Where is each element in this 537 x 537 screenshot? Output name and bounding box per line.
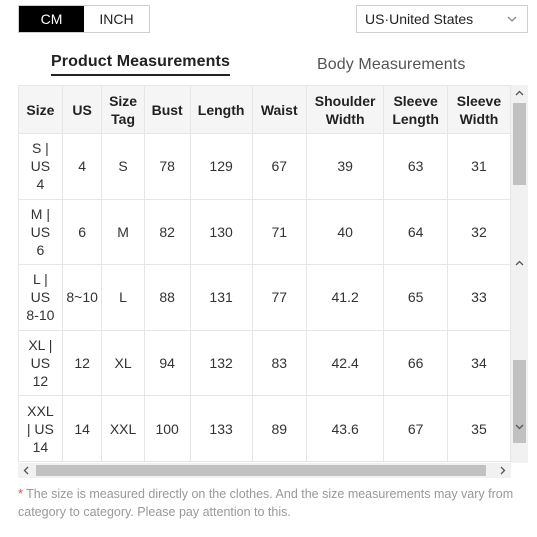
column-header-shoulder-width [306,86,384,134]
cell-text-line: 8-10 [26,307,55,324]
cell-text-line: 6 [36,241,45,258]
cell-text-line: Waist [260,101,298,118]
required-star: * [18,487,23,501]
table-cell-length: 130 [190,199,252,265]
size-disclaimer [18,485,528,521]
table-cell-bust: 78 [144,134,190,200]
column-header-waist [252,86,306,134]
tab-product-measurements[interactable]: Product Measurements [51,53,230,76]
size-disclaimer-text: The size is measured directly on the clothes. And the size measurements may vary from category to category. Please pay attention to this. [18,487,514,519]
table-cell-sleeve-width: 34 [447,330,510,396]
table-cell-bust: 94 [144,330,190,396]
size-table-viewport [18,85,511,463]
table-cell-sleeve-length: 67 [384,396,448,462]
table-cell-sleeve-width: 35 [447,396,510,462]
cell-text-line: US [30,355,51,372]
table-header-row [19,86,511,134]
cell-text-line: Size [26,101,55,118]
region-select-value: US·United States [365,11,474,27]
cell-text-line: XXL [27,402,54,419]
cell-text-line: | US [26,420,54,437]
column-header-length [190,86,252,134]
table-cell-bust: 88 [144,265,190,331]
table-cell-length: 129 [190,134,252,200]
table-cell-sleeve-width: 31 [447,134,510,200]
horizontal-scroll-thumb[interactable] [36,465,486,476]
cell-text-line: Width [459,110,499,127]
vertical-scroll-thumb[interactable] [513,103,526,185]
horizontal-scrollbar[interactable] [18,463,511,478]
column-header-bust [144,86,190,134]
table-cell-waist: 77 [252,265,306,331]
table-cell-us: 12 [62,330,102,396]
cell-text-line: US [72,101,92,118]
table-cell-shoulder-width: 39 [306,134,384,200]
table-cell-size-tag: XXL [102,396,144,462]
table-cell-shoulder-width: 42.4 [306,330,384,396]
size-table [18,85,511,462]
region-select[interactable] [356,5,528,33]
column-header-size-tag [102,86,144,134]
table-cell-shoulder-width: 41.2 [306,265,384,331]
column-header-sleeve-width [447,86,510,134]
cell-text-line: L | [32,271,48,288]
table-cell-size-tag: S [102,134,144,200]
table-cell-size-tag: XL [102,330,144,396]
table-cell-waist: 89 [252,396,306,462]
table-cell-size [19,134,63,200]
scroll-left-icon[interactable] [21,465,32,476]
table-cell-length: 132 [190,330,252,396]
table-row [19,330,511,396]
table-cell-size [19,396,63,462]
table-cell-us: 4 [62,134,102,200]
table-row [19,396,511,462]
chevron-down-icon [507,14,517,24]
cell-text-line: S | [31,140,49,157]
table-cell-sleeve-length: 64 [384,199,448,265]
cell-text-line: 4 [36,176,45,193]
scroll-up-icon[interactable] [514,88,525,99]
table-cell-sleeve-length: 66 [384,330,448,396]
cell-text-line: Size [109,92,138,109]
cell-text-line: M | [30,205,50,222]
cell-text-line: 14 [32,438,49,455]
column-header-size [19,86,63,134]
table-cell-size-tag: L [102,265,144,331]
cell-text-line: Tag [111,110,135,127]
cell-text-line: US [30,158,51,175]
table-cell-length: 131 [190,265,252,331]
cell-text-line: Sleeve [456,92,502,109]
cell-text-line: US [30,223,51,240]
column-header-sleeve-length [384,86,448,134]
scroll-right-icon[interactable] [497,465,508,476]
column-header-us [62,86,102,134]
unit-toggle [18,5,150,33]
cell-text-line: Bust [151,101,183,118]
table-cell-waist: 71 [252,199,306,265]
cell-text-line: Sleeve [393,92,438,109]
table-row [19,134,511,200]
table-cell-bust: 100 [144,396,190,462]
table-cell-sleeve-length: 65 [384,265,448,331]
table-cell-sleeve-length: 63 [384,134,448,200]
table-cell-shoulder-width: 40 [306,199,384,265]
table-cell-waist: 83 [252,330,306,396]
table-row [19,265,511,331]
table-cell-us: 14 [62,396,102,462]
table-cell-size-tag: M [102,199,144,265]
table-row [19,199,511,265]
table-cell-bust: 82 [144,199,190,265]
inch-button[interactable]: INCH [84,6,149,32]
table-cell-size [19,199,63,265]
vertical-scrollbar[interactable] [511,85,528,463]
cell-text-line: Width [325,110,365,127]
scroll-up-icon[interactable] [514,258,525,269]
cell-text-line: XL | [28,337,53,354]
table-cell-shoulder-width: 43.6 [306,396,384,462]
tab-body-measurements[interactable]: Body Measurements [317,56,466,73]
table-cell-sleeve-width: 33 [447,265,510,331]
cell-text-line: Shoulder [314,92,376,109]
table-cell-size [19,330,63,396]
scroll-down-icon[interactable] [514,421,525,432]
table-cell-size [19,265,63,331]
table-cell-us: 8~10 [62,265,102,331]
table-cell-length: 133 [190,396,252,462]
cell-text-line: Length [197,101,245,118]
cell-text-line: US [30,289,51,306]
table-cell-sleeve-width: 32 [447,199,510,265]
cm-button[interactable]: CM [19,6,84,32]
cell-text-line: Length [392,110,439,127]
cell-text-line: 12 [32,373,49,390]
table-cell-us: 6 [62,199,102,265]
table-cell-waist: 67 [252,134,306,200]
